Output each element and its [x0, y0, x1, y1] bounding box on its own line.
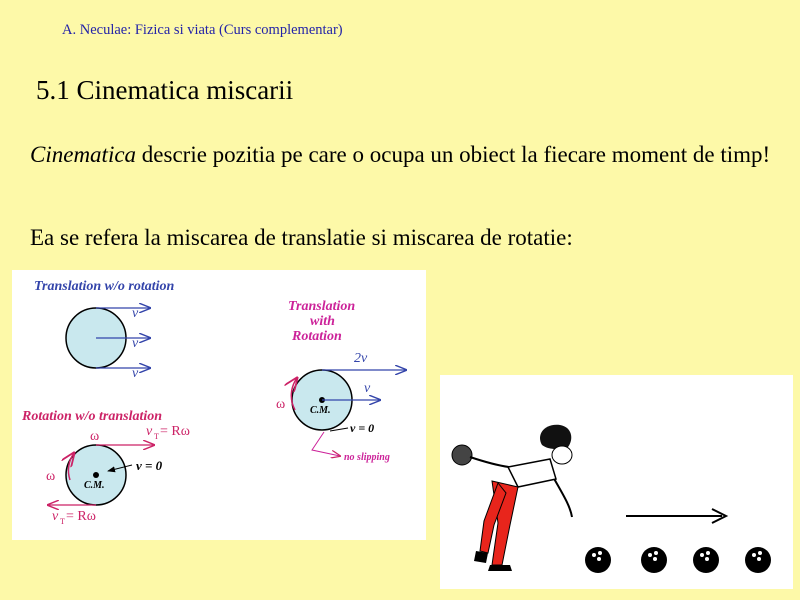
label-rotation-no-translation: Rotation w/o translation — [22, 409, 163, 424]
label-no-slipping: no slipping — [344, 452, 390, 463]
bowling-ball — [693, 547, 719, 573]
paragraph-cinematica — [30, 138, 772, 171]
section-title: 5.1 Cinematica miscarii — [36, 75, 294, 105]
label-2v: 2v — [354, 351, 368, 366]
label-translation-with-rotation-3: Rotation — [292, 329, 342, 344]
paragraph-cinematica-text: descrie pozitia pe care o ocupa un obiect la fiecare moment de timp! — [136, 142, 771, 167]
label-vt-top-symbol: v — [146, 424, 153, 439]
label-v-top: v — [132, 306, 139, 321]
label-translation-no-rotation: Translation w/o rotation — [34, 279, 175, 294]
label-v-center: v — [364, 381, 371, 396]
label-vt-top-eq: = Rω — [160, 424, 190, 439]
bowling-ball — [641, 547, 667, 573]
course-header: A. Neculae: Fizica si viata (Curs complementar) — [62, 22, 343, 38]
label-omega-left: ω — [46, 469, 56, 484]
bowling-illustration — [440, 375, 793, 589]
label-v0-right: v = 0 — [350, 421, 375, 435]
label-translation-with-rotation-2: with — [310, 314, 335, 329]
label-translation-with-rotation-1: Translation — [288, 299, 356, 314]
bowler-figure — [452, 425, 572, 571]
label-v0-left: v = 0 — [136, 458, 163, 473]
label-omega-right: ω — [276, 397, 286, 412]
label-cm-right: C.M. — [310, 405, 331, 416]
motion-types-diagram — [12, 270, 426, 540]
bowling-ball — [585, 547, 611, 573]
paragraph-motion-types: Ea se refera la miscarea de translatie si miscarea de rotatie: — [30, 225, 573, 250]
label-vt-bottom-symbol: v — [52, 509, 59, 524]
bowling-ball — [745, 547, 771, 573]
term-cinematica: Cinematica — [30, 142, 137, 167]
label-vt-bottom-eq: = Rω — [66, 509, 96, 524]
label-vt-top-sub: T — [154, 432, 159, 441]
label-v-bottom: v — [132, 366, 139, 381]
label-cm-left: C.M. — [84, 480, 105, 491]
label-omega-left-top: ω — [90, 429, 100, 444]
label-vt-bottom-sub: T — [60, 517, 65, 526]
label-v-mid: v — [132, 336, 139, 351]
